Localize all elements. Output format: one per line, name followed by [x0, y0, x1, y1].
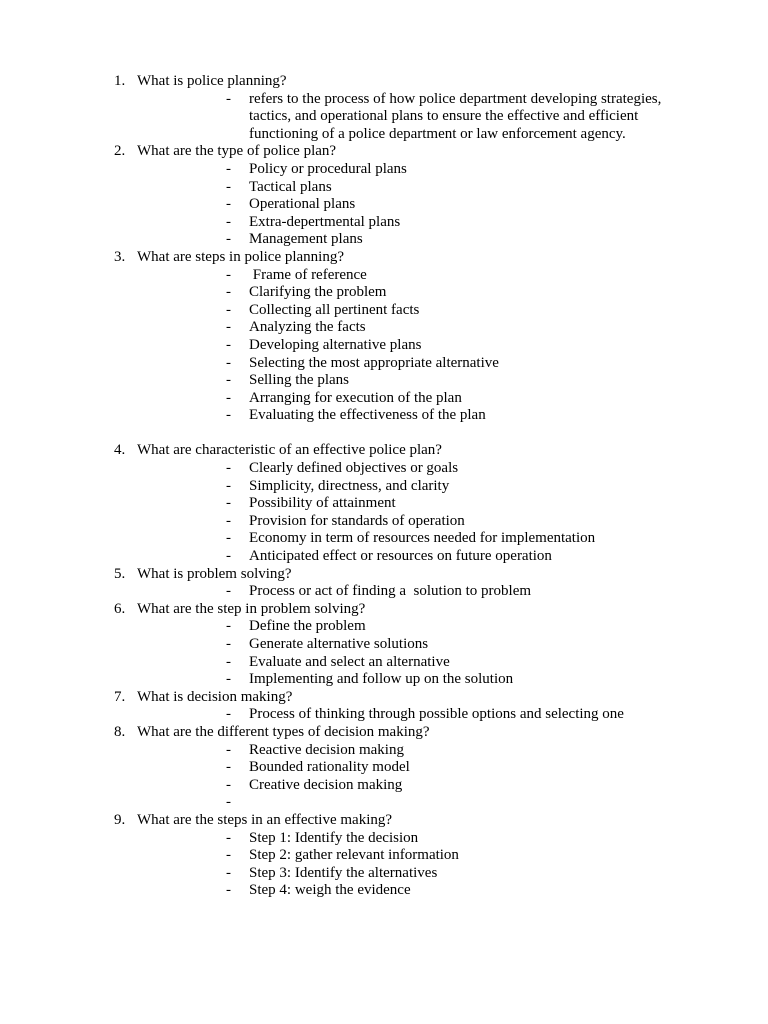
answer-text: Anticipated effect or resources on future operation: [249, 548, 552, 565]
answer-item: [0, 882, 768, 900]
answer-item: [0, 530, 768, 548]
bullet-dash: -: [226, 301, 231, 318]
answer-item: [0, 794, 768, 812]
question-text: What is problem solving?: [137, 565, 292, 582]
answer-text: Policy or procedural plans: [249, 160, 407, 177]
bullet-dash: -: [226, 847, 231, 864]
answer-item: [0, 548, 768, 566]
bullet-dash: -: [226, 548, 231, 565]
answer-text: Simplicity, directness, and clarity: [249, 477, 450, 494]
question-7: [0, 689, 768, 707]
bullet-dash: -: [226, 882, 231, 899]
answer-item: [0, 654, 768, 672]
answer-text: Tactical plans: [249, 178, 332, 195]
answer-item: [0, 179, 768, 197]
question-2: [0, 143, 768, 161]
bullet-dash: -: [226, 794, 231, 811]
question-text: What are steps in police planning?: [137, 248, 345, 265]
answer-text: Step 1: Identify the decision: [249, 829, 419, 846]
bullet-dash: -: [226, 636, 231, 652]
answer-item: [0, 460, 768, 478]
answer-item: [0, 91, 768, 144]
question-text: What are the steps in an effective making?: [137, 811, 393, 828]
answer-text: Economy in term of resources needed for implementation: [249, 530, 596, 547]
question-text: What are the different types of decision making?: [137, 723, 430, 740]
bullet-dash: -: [226, 741, 231, 758]
question-text: What is decision making?: [137, 688, 293, 705]
bullet-dash: -: [226, 495, 231, 512]
bullet-dash: -: [226, 284, 231, 301]
bullet-dash: -: [226, 389, 231, 406]
question-9: [0, 812, 768, 830]
answer-text: Generate alternative solutions: [249, 636, 429, 652]
bullet-dash: -: [226, 178, 231, 195]
answer-item: [0, 372, 768, 390]
answer-item: [0, 478, 768, 496]
answer-text: Step 3: Identify the alternatives: [249, 864, 438, 881]
bullet-dash: -: [226, 213, 231, 230]
answer-item: [0, 495, 768, 513]
answer-text: Bounded rationality model: [249, 759, 410, 776]
answer-text: Evaluate and select an alternative: [249, 653, 450, 670]
answer-item: [0, 319, 768, 337]
answer-item: [0, 355, 768, 373]
question-number: 7.: [114, 688, 126, 705]
bullet-dash: -: [226, 618, 231, 635]
answer-item: [0, 618, 768, 636]
question-text: What is police planning?: [137, 73, 287, 89]
bullet-dash: -: [226, 671, 231, 688]
bullet-dash: -: [226, 160, 231, 177]
bullet-dash: -: [226, 266, 231, 283]
question-number: 3.: [114, 248, 126, 265]
bullet-dash: -: [226, 759, 231, 776]
answer-text: Implementing and follow up on the solution: [249, 671, 514, 688]
qa-list: [0, 73, 768, 900]
answer-text: Reactive decision making: [249, 741, 404, 758]
bullet-dash: -: [226, 653, 231, 670]
bullet-dash: -: [226, 407, 231, 424]
answer-text: Analyzing the facts: [249, 319, 366, 336]
answer-text: Provision for standards of operation: [249, 512, 465, 529]
blank-line: [0, 425, 768, 443]
question-text: What are the type of police plan?: [137, 143, 337, 160]
bullet-dash: -: [226, 336, 231, 353]
question-number: 8.: [114, 723, 126, 740]
question-3: [0, 249, 768, 267]
answer-text: Step 4: weigh the evidence: [249, 882, 411, 899]
bullet-dash: -: [226, 530, 231, 547]
question-text: What are characteristic of an effective police plan?: [137, 442, 442, 459]
answer-text: Evaluating the effectiveness of the plan: [249, 407, 486, 424]
answer-item: [0, 231, 768, 249]
question-number: 5.: [114, 565, 126, 582]
question-number: 6.: [114, 600, 126, 617]
answer-item: [0, 636, 768, 654]
bullet-dash: -: [226, 196, 231, 213]
answer-item: [0, 830, 768, 848]
answer-text: Management plans: [249, 231, 363, 248]
answer-item: [0, 267, 768, 285]
answer-text: Arranging for execution of the plan: [249, 389, 462, 406]
answer-text: Clearly defined objectives or goals: [249, 460, 459, 477]
answer-item: [0, 407, 768, 425]
question-5: [0, 566, 768, 584]
answer-item: [0, 706, 768, 724]
bullet-dash: -: [226, 864, 231, 881]
answer-item: [0, 337, 768, 355]
answer-text: Extra-depertmental plans: [249, 213, 401, 230]
answer-item: [0, 759, 768, 777]
bullet-dash: -: [226, 776, 231, 793]
answer-item: [0, 777, 768, 795]
answer-item: [0, 302, 768, 320]
bullet-dash: -: [226, 583, 231, 600]
answer-text: Operational plans: [249, 196, 356, 213]
question-number: 9.: [114, 811, 126, 828]
bullet-dash: -: [226, 319, 231, 336]
answer-text: Selling the plans: [249, 372, 349, 389]
answer-text: Process or act of finding a solution to problem: [249, 583, 532, 600]
question-6: [0, 601, 768, 619]
bullet-dash: -: [226, 512, 231, 529]
bullet-dash: -: [226, 231, 231, 248]
answer-item: [0, 583, 768, 601]
bullet-dash: -: [226, 829, 231, 846]
answer-item: [0, 196, 768, 214]
answer-text: Selecting the most appropriate alternative: [249, 354, 499, 371]
bullet-dash: -: [226, 372, 231, 389]
answer-text: Clarifying the problem: [249, 284, 387, 301]
bullet-dash: -: [226, 477, 231, 494]
bullet-dash: -: [226, 706, 231, 723]
answer-text: Step 2: gather relevant information: [249, 847, 459, 864]
answer-item: [0, 671, 768, 689]
question-4: [0, 442, 768, 460]
answer-text: Developing alternative plans: [249, 336, 422, 353]
answer-item: [0, 214, 768, 232]
answer-text: Define the problem: [249, 618, 366, 635]
question-text: What are the step in problem solving?: [137, 600, 366, 617]
answer-item: [0, 390, 768, 408]
answer-text: Frame of reference: [249, 266, 367, 283]
answer-item: [0, 284, 768, 302]
answer-text: Possibility of attainment: [249, 495, 396, 512]
question-number: 4.: [114, 442, 126, 459]
answer-text: Creative decision making: [249, 776, 403, 793]
bullet-dash: -: [226, 90, 231, 107]
answer-text: Collecting all pertinent facts: [249, 301, 420, 318]
answer-text: Process of thinking through possible options and selecting one: [249, 706, 624, 723]
bullet-dash: -: [226, 354, 231, 371]
question-8: [0, 724, 768, 742]
answer-text: refers to the process of how police department developing strategies, tactics, and operational plans to ensure the effective and efficient functioning of a police department or law enforcement agency.: [249, 90, 666, 142]
answer-item: [0, 161, 768, 179]
question-number: 1.: [114, 73, 126, 89]
bullet-dash: -: [226, 460, 231, 477]
answer-item: [0, 847, 768, 865]
question-1: [0, 73, 768, 91]
answer-item: [0, 513, 768, 531]
answer-item: [0, 742, 768, 760]
question-number: 2.: [114, 143, 126, 160]
answer-item: [0, 865, 768, 883]
